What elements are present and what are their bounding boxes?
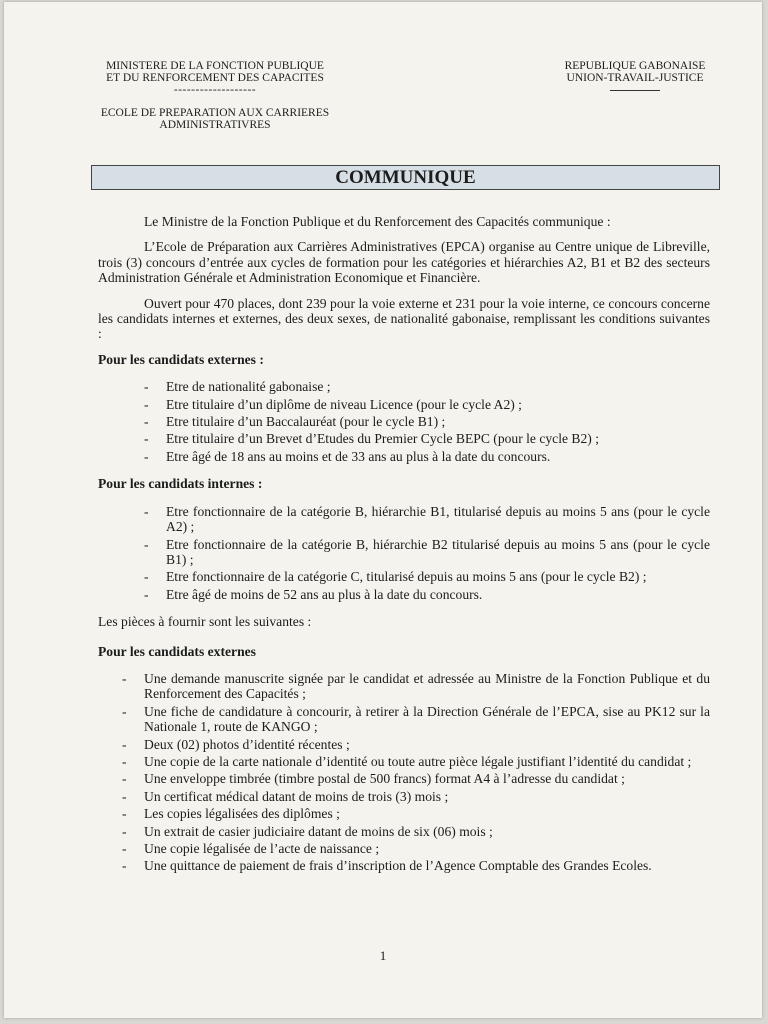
- dash-marker: -: [122, 670, 127, 686]
- school-header: [90, 107, 340, 131]
- documents-intro: Les pièces à fournir sont les suivantes :: [98, 614, 312, 630]
- document-body: [98, 214, 710, 886]
- internal-conditions-list: [98, 504, 710, 602]
- list-item: - Une copie de la carte nationale d’identité ou toute autre pièce légale justifiant l’identité du candidat ;: [122, 753, 692, 769]
- dash-marker: -: [122, 841, 127, 856]
- documents-list: [98, 671, 710, 874]
- list-item: - Etre fonctionnaire de la catégorie C, titularisé depuis au moins 5 ans (pour le cycle B2) ;: [144, 569, 647, 585]
- dash-marker: -: [122, 736, 127, 752]
- dash-marker: -: [144, 536, 149, 552]
- list-item: - Etre titulaire d’un Baccalauréat (pour le cycle B1) ;: [144, 414, 446, 430]
- list-item: - Un extrait de casier judiciaire datant de moins de six (06) mois ;: [122, 823, 493, 839]
- list-item: - Un certificat médical datant de moins de trois (3) mois ;: [122, 788, 449, 804]
- document-page: [4, 2, 762, 1018]
- list-item: - Une enveloppe timbrée (timbre postal de 500 francs) format A4 à l’adresse du candidat ;: [122, 771, 625, 787]
- list-item: - Les copies légalisées des diplômes ;: [122, 806, 340, 822]
- republic-underline: [610, 90, 660, 91]
- list-item: - Une copie légalisée de l’acte de naissance ;: [122, 841, 380, 856]
- ministry-header: [90, 60, 340, 96]
- dash-marker: -: [122, 823, 127, 839]
- ministry-line-1: MINISTERE DE LA FONCTION PUBLIQUE: [106, 60, 324, 72]
- places-paragraph: Ouvert pour 470 places, dont 239 pour la voie externe et 231 pour la voie interne, ce concours concerne les candidats internes et externes, des deux sexes, de nationalité gabonaise, remplissant les conditions suivantes :: [98, 295, 710, 342]
- dash-marker: -: [144, 431, 149, 447]
- external-conditions-list: [98, 379, 710, 464]
- ministry-line-2: ET DU RENFORCEMENT DES CAPACITES: [106, 72, 324, 84]
- page-number: 1: [379, 948, 387, 963]
- list-item: - Deux (02) photos d’identité récentes ;: [122, 736, 350, 752]
- list-item: - Etre titulaire d’un diplôme de niveau Licence (pour le cycle A2) ;: [144, 396, 522, 412]
- communique-title: COMMUNIQUE: [91, 165, 720, 190]
- dash-marker: -: [144, 448, 149, 464]
- list-item: - Etre fonctionnaire de la catégorie B, hiérarchie B2 titularisé depuis au moins 5 ans (pour le cycle B1) ;: [144, 536, 710, 567]
- list-item: - Une fiche de candidature à concourir, à retirer à la Direction Générale de l’EPCA, sise au PK12 sur la Nationale 1, route de KANGO ;: [122, 703, 710, 735]
- dash-marker: -: [122, 806, 127, 822]
- dash-marker: -: [144, 503, 149, 519]
- republic-line-2: UNION-TRAVAIL-JUSTICE: [566, 72, 704, 84]
- dash-marker: -: [144, 379, 149, 395]
- ministry-separator: -------------------: [173, 84, 257, 96]
- dash-marker: -: [144, 586, 149, 602]
- dash-marker: -: [122, 703, 127, 719]
- dash-marker: -: [144, 396, 149, 412]
- epca-paragraph: L’Ecole de Préparation aux Carrières Administratives (EPCA) organise au Centre unique de Libreville, trois (3) concours d’entrée aux cycles de formation pour les catégories et hiérarchies A2, B1 et B2 des secteurs Administration Générale et Administration Economique et Financière.: [98, 239, 710, 286]
- internal-candidates-heading: Pour les candidats internes :: [98, 476, 263, 492]
- dash-marker: -: [144, 414, 149, 430]
- list-item: - Etre âgé de 18 ans au moins et de 33 ans au plus à la date du concours.: [144, 448, 551, 464]
- dash-marker: -: [122, 858, 127, 874]
- school-line-1: ECOLE DE PREPARATION AUX CARRIERES: [100, 107, 330, 119]
- list-item: - Etre titulaire d’un Brevet d’Etudes du Premier Cycle BEPC (pour le cycle B2) ;: [144, 431, 599, 447]
- dash-marker: -: [122, 788, 127, 804]
- school-line-2: ADMINISTRATIVRES: [159, 119, 271, 131]
- list-item: - Une demande manuscrite signée par le candidat et adressée au Ministre de la Fonction Publique et du Renforcement des Capacités ;: [122, 670, 710, 702]
- list-item: - Etre âgé de moins de 52 ans au plus à la date du concours.: [144, 586, 483, 602]
- list-item: - Une quittance de paiement de frais d’inscription de l’Agence Comptable des Grandes Ecoles.: [122, 858, 652, 874]
- dash-marker: -: [122, 753, 127, 769]
- list-item: - Etre fonctionnaire de la catégorie B, hiérarchie B1, titularisé depuis au moins 5 ans (pour le cycle A2) ;: [144, 503, 710, 535]
- dash-marker: -: [122, 771, 127, 787]
- external-candidates-heading: Pour les candidats externes :: [98, 351, 264, 367]
- list-item: - Etre de nationalité gabonaise ;: [144, 379, 331, 395]
- dash-marker: -: [144, 569, 149, 585]
- republic-header: [544, 60, 726, 91]
- republic-line-1: REPUBLIQUE GABONAISE: [564, 60, 706, 72]
- documents-external-heading: Pour les candidats externes: [98, 643, 256, 659]
- intro-paragraph: Le Ministre de la Fonction Publique et du Renforcement des Capacités communique :: [144, 214, 611, 229]
